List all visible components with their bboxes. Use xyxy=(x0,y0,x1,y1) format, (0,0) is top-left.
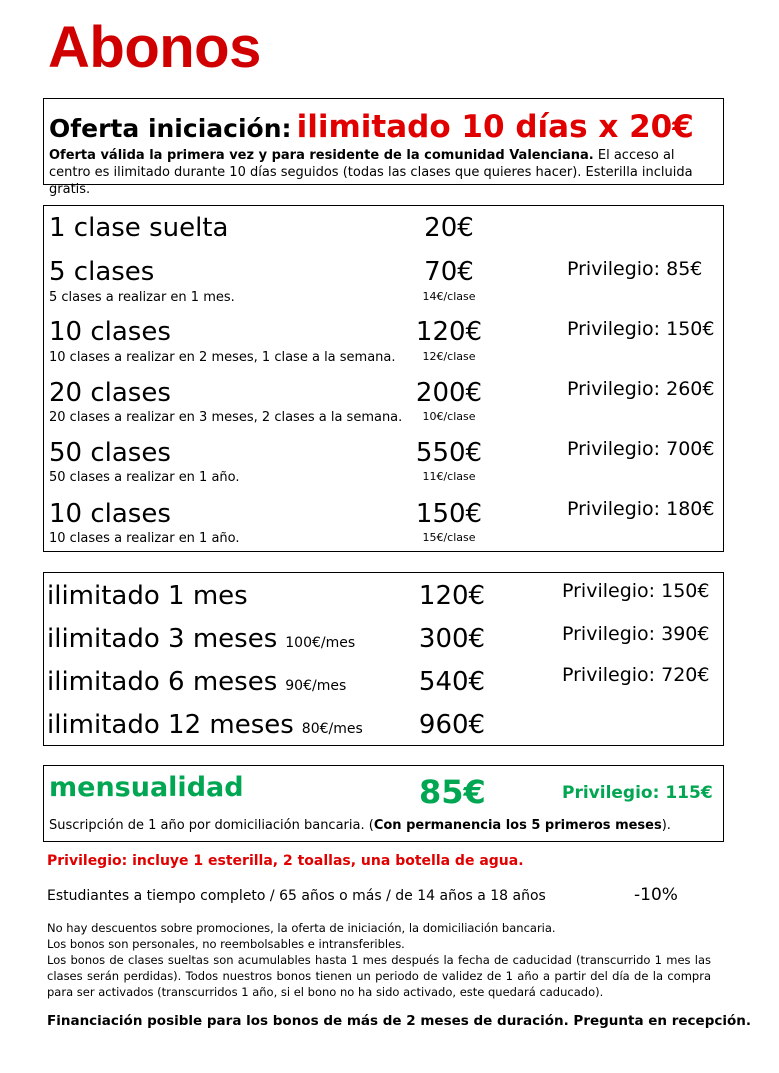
monthly-box xyxy=(43,765,724,842)
discount-value: -10% xyxy=(634,885,678,905)
offer-desc-rest: El acceso al centro es ilimitado durante 10 días seguidos (todas las clases que quieres hacer). Esterilla incluida gratis. xyxy=(49,148,693,197)
monthly-description xyxy=(49,818,671,833)
class-name: 5 clases xyxy=(49,257,155,287)
class-privilege: Privilegio: 85€ xyxy=(567,258,703,280)
note-line: Los bonos son personales, no reembolsables e intransferibles. xyxy=(47,937,405,951)
class-subtitle: 10 clases a realizar en 2 meses, 1 clase a la semana. xyxy=(49,350,396,365)
unlimited-name xyxy=(47,710,363,740)
class-name: 1 clase suelta xyxy=(49,213,229,243)
note-line: Los bonos de clases sueltas son acumulables hasta 1 mes después la fecha de caducidad (transcurrido 1 mes las clases serán perdidas). Todos nuestros bonos tienen un periodo de validez de 1 año a partir del día de la compra para ser activados (transcurridos 1 año, si el bono no ha sido activado, este quedará caducado). xyxy=(47,953,711,999)
class-unit-price: 11€/clase xyxy=(422,470,476,483)
class-subtitle: 20 clases a realizar en 3 meses, 2 clases a la semana. xyxy=(49,410,403,425)
class-subtitle: 50 clases a realizar en 1 año. xyxy=(49,470,240,485)
unlimited-price: 300€ xyxy=(418,624,486,654)
terms-notes xyxy=(47,920,711,1000)
unlimited-per-month: 80€/mes xyxy=(301,721,363,737)
monthly-name: mensualidad xyxy=(49,772,244,803)
financing-note: Financiación posible para los bonos de más de 2 meses de duración. Pregunta en recepción. xyxy=(47,1013,752,1029)
class-price: 150€ xyxy=(415,499,483,529)
monthly-desc-b: ). xyxy=(661,818,671,833)
class-name: 20 clases xyxy=(49,378,171,408)
page-title: Abonos xyxy=(48,15,261,80)
unlimited-label: ilimitado 12 meses xyxy=(47,710,294,740)
offer-heading xyxy=(49,109,694,145)
unlimited-price: 120€ xyxy=(418,581,486,611)
unlimited-privilege: Privilegio: 150€ xyxy=(562,580,710,602)
class-privilege: Privilegio: 180€ xyxy=(567,498,715,520)
class-subtitle: 10 clases a realizar en 1 año. xyxy=(49,531,240,546)
class-name: 50 clases xyxy=(49,438,171,468)
unlimited-price: 540€ xyxy=(418,667,486,697)
class-name: 10 clases xyxy=(49,499,171,529)
offer-highlight: ilimitado 10 días x 20€ xyxy=(296,109,694,145)
unlimited-per-month: 100€/mes xyxy=(285,635,356,651)
class-unit-price: 10€/clase xyxy=(422,410,476,423)
class-price: 70€ xyxy=(424,257,474,287)
class-privilege: Privilegio: 260€ xyxy=(567,378,715,400)
class-subtitle: 5 clases a realizar en 1 mes. xyxy=(49,290,235,305)
privilege-note: Privilegio: incluye 1 esterilla, 2 toallas, una botella de agua. xyxy=(47,853,524,869)
unlimited-per-month: 90€/mes xyxy=(285,678,347,694)
offer-description xyxy=(49,147,719,198)
unlimited-privilege: Privilegio: 720€ xyxy=(562,664,710,686)
classes-box xyxy=(43,205,724,552)
offer-desc-bold: Oferta válida la primera vez y para residente de la comunidad Valenciana. xyxy=(49,148,594,163)
unlimited-label: ilimitado 3 meses xyxy=(47,624,278,654)
class-price: 20€ xyxy=(424,213,474,243)
unlimited-label: ilimitado 6 meses xyxy=(47,667,278,697)
unlimited-label: ilimitado 1 mes xyxy=(47,581,248,611)
unlimited-price: 960€ xyxy=(418,710,486,740)
class-privilege: Privilegio: 150€ xyxy=(567,318,715,340)
unlimited-name xyxy=(47,667,346,697)
class-privilege: Privilegio: 700€ xyxy=(567,438,715,460)
class-price: 200€ xyxy=(415,378,483,408)
unlimited-privilege: Privilegio: 390€ xyxy=(562,623,710,645)
monthly-price: 85€ xyxy=(419,773,486,811)
unlimited-box xyxy=(43,572,724,746)
class-unit-price: 15€/clase xyxy=(422,531,476,544)
offer-label: Oferta iniciación: xyxy=(49,114,292,143)
students-discount-text: Estudiantes a tiempo completo / 65 años o más / de 14 años a 18 años xyxy=(47,888,546,904)
note-line: No hay descuentos sobre promociones, la oferta de iniciación, la domiciliación bancaria. xyxy=(47,921,556,935)
class-price: 550€ xyxy=(415,438,483,468)
unlimited-name xyxy=(47,581,248,611)
class-name: 10 clases xyxy=(49,317,171,347)
offer-box xyxy=(43,98,724,197)
class-unit-price: 14€/clase xyxy=(422,290,476,303)
monthly-privilege: Privilegio: 115€ xyxy=(562,783,713,803)
class-price: 120€ xyxy=(415,317,483,347)
class-unit-price: 12€/clase xyxy=(422,350,476,363)
monthly-desc-bold: Con permanencia los 5 primeros meses xyxy=(373,818,662,833)
unlimited-name xyxy=(47,624,355,654)
monthly-desc-a: Suscripción de 1 año por domiciliación bancaria. ( xyxy=(49,818,374,833)
